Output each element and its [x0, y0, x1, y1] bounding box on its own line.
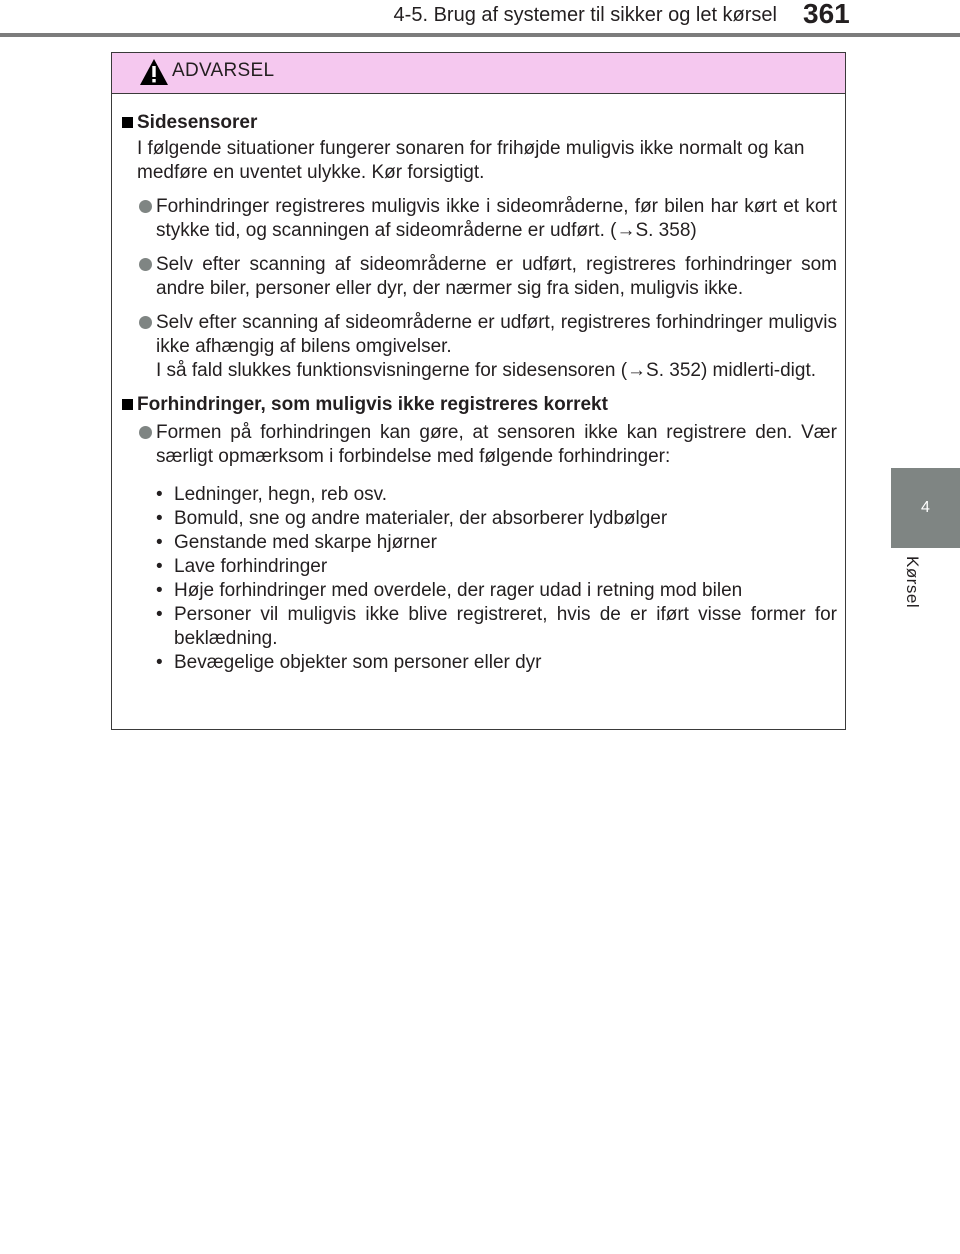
list-item: • Høje forhindringer med overdele, der rager udad i retning mod bilen	[156, 579, 837, 603]
list-item	[122, 195, 837, 243]
chapter-number: 4	[921, 499, 930, 516]
square-bullet-icon	[122, 117, 133, 128]
list-item: • Lave forhindringer	[156, 555, 837, 579]
list-item-text: Forhindringer registreres muligvis ikke i sideområderne, før bilen har kørt et kort stykke tid, og scanningen af sideområderne er udført. (→S. 358)	[156, 196, 837, 241]
obstacle-list	[122, 483, 837, 675]
warning-triangle-icon	[139, 58, 169, 86]
section-title: 4-5. Brug af systemer til sikker og let kørsel	[393, 4, 777, 26]
page-header	[0, 0, 960, 40]
section-heading	[122, 111, 837, 135]
list-item	[122, 253, 837, 301]
circle-bullet-icon	[139, 200, 152, 213]
section-heading-text: Forhindringer, som muligvis ikke registreres korrekt	[137, 394, 608, 415]
list-item	[122, 311, 837, 383]
list-item: • Genstande med skarpe hjørner	[156, 531, 837, 555]
circle-bullet-icon	[139, 426, 152, 439]
page-number: 361	[803, 0, 850, 29]
list-item: • Bevægelige objekter som personer eller dyr	[156, 651, 837, 675]
list-item-text: I så fald slukkes funktionsvisningerne for sidesensoren (→S. 352) midlerti-digt.	[156, 360, 817, 381]
section-heading-text: Sidesensorer	[137, 112, 258, 133]
circle-bullet-icon	[139, 316, 152, 329]
warning-title: ADVARSEL	[172, 60, 275, 81]
chapter-label: Kørsel	[903, 556, 922, 609]
section-heading	[122, 393, 837, 417]
chapter-tab	[891, 468, 960, 548]
list-item: • Personer vil muligvis ikke blive registreret, hvis de er iført visse former for beklædning.	[156, 603, 837, 651]
warning-header	[112, 53, 845, 94]
section-intro: I følgende situationer fungerer sonaren for frihøjde muligvis ikke normalt og kan medføre en uventet ulykke. Kør forsigtigt.	[137, 138, 805, 183]
square-bullet-icon	[122, 399, 133, 410]
list-item-text: Selv efter scanning af sideområderne er udført, registreres forhindringer muligvis ikke afhængig af bilens omgivelser.	[156, 312, 837, 357]
circle-bullet-icon	[139, 258, 152, 271]
list-item-text: Selv efter scanning af sideområderne er udført, registreres forhindringer som andre biler, personer eller dyr, der nærmer sig fra siden, muligvis ikke.	[156, 254, 837, 299]
list-item	[122, 421, 837, 469]
warning-body	[112, 94, 845, 675]
list-item-text: Formen på forhindringen kan gøre, at sensoren ikke kan registrere den. Vær særligt opmærksom i forbindelse med følgende forhindringer:	[156, 422, 837, 467]
list-item: • Ledninger, hegn, reb osv.	[156, 483, 837, 507]
header-divider	[0, 33, 960, 37]
warning-box	[111, 52, 846, 730]
list-item: • Bomuld, sne og andre materialer, der absorberer lydbølger	[156, 507, 837, 531]
